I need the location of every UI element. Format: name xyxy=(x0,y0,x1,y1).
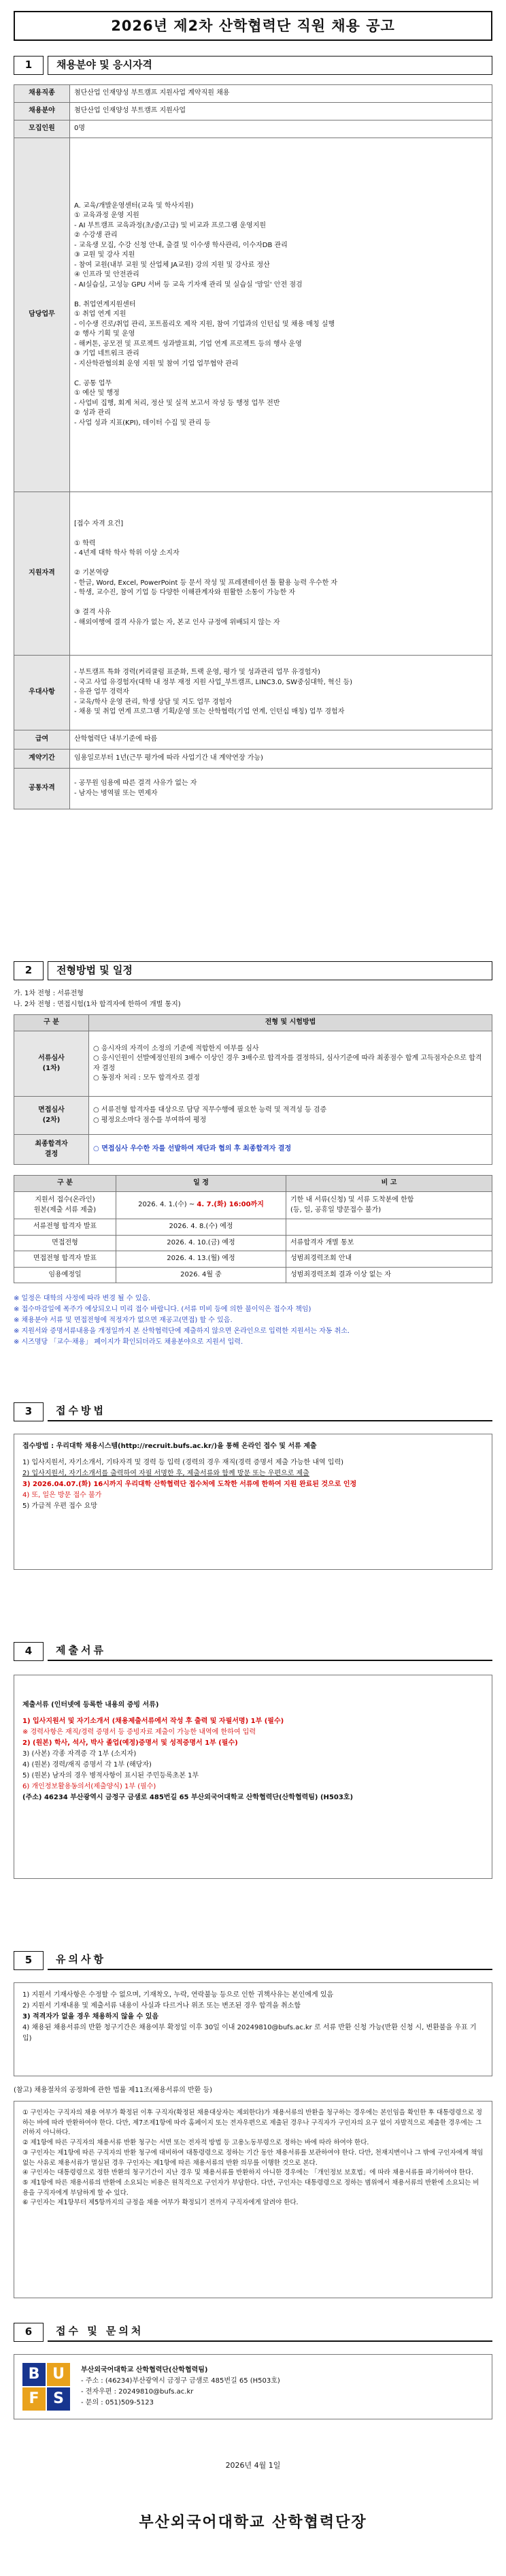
method-line: 1) 입사지원서, 자기소개서, 기타자격 및 경력 등 입력 (경력의 경우 재직(경력 증명서 제출 가능한 내역 입력) xyxy=(22,1459,344,1466)
schedule-note: 기한 내 서류(신청) 및 서류 도착분에 한함 (등, 일, 공휴일 방문접수 불가) xyxy=(286,1192,492,1219)
row-value: 첨단산업 인재양성 부트캠프 지원사업 xyxy=(70,103,492,120)
table-row xyxy=(14,1135,492,1165)
row-label: 급여 xyxy=(14,730,70,750)
table-row xyxy=(14,85,492,103)
method-line: 3) 2026.04.07.(화) 16시까지 우리대학 산학협력단 접수처에 도착한 서류에 한하여 지원 완료된 것으로 인정 xyxy=(22,1481,357,1488)
document-line: ※ 경력사항은 재직/경력 증명서 등 증빙자료 제출이 가능한 내역에 한하여 입력 xyxy=(22,1728,256,1736)
row-value: [접수 자격 요건] ① 학력 - 4년제 대학 학사 학위 이상 소지자 ② 기본역량 - 한글, Word, Excel, PowerPoint 등 문서 작성 및 프레젠테이션 툴 활용 능력 우수한 자 - 학생, 교수진, 참여 기업 등 다양한 이해관계자와 원활한 소통이 가능한 자 ③ 결격 사유 - 해외여행에 결격 사유가 없는 자, 본교 인사 규정에 위배되지 않는 자 xyxy=(70,492,492,656)
logo-letter: S xyxy=(47,2387,70,2411)
row-label: 서류심사 (1차) xyxy=(14,1031,89,1097)
law-notice-box: ① 구인자는 구직자의 채용 여부가 확정된 이후 구직자(확정된 채용대상자는 제외한다)가 채용서류의 반환을 청구하는 경우에는 본인임을 확인한 후 대통령령으로 정하는 바에 따라 반환하여야 한다. 다만, 제7조제1항에 따라 홈페이지 또는 전자우편으로 제출된 경우나 구직자가 구인자의 요구 없이 자발적으로 제출한 경우에는 그러하지 아니하다. ② 제1항에 따른 구직자의 채용서류 반환 청구는 서면 또는 전자적 방법 등 고용노동부령으로 정하는 바에 따라 하여야 한다. ③ 구인자는 제1항에 따른 구직자의 반환 청구에 대비하여 대통령령으로 정하는 기간 동안 채용서류를 보관하여야 한다. 다만, 천재지변이나 그 밖에 구인자에게 책임 없는 사유로 채용서류가 멸실된 경우 구인자는 제1항에 따른 채용서류의 반환 의무를 이행한 것으로 본다. ④ 구인자는 대통령령으로 정한 반환의 청구기간이 지난 경우 및 채용서류를 반환하지 아니한 경우에는 「개인정보 보호법」에 따라 채용서류를 파기하여야 한다. ⑤ 제1항에 따른 채용서류의 반환에 소요되는 비용은 원칙적으로 구인자가 부담한다. 다만, 구인자는 대통령령으로 정하는 범위에서 채용서류의 반환에 소요되는 비용을 구직자에게 부담하게 할 수 있다. ⑥ 구인자는 제1항부터 제5항까지의 규정을 채용 여부가 확정되기 전까지 구직자에게 알려야 한다. xyxy=(14,2101,492,2298)
section-title: 접수 및 문의처 xyxy=(48,2323,492,2342)
method-line: 4) 또, 일은 방문 접수 불가 xyxy=(22,1492,102,1499)
section-4-header xyxy=(14,1642,492,1661)
precaution-line: 1) 지원서 기재사항은 수정할 수 없으며, 기재착오, 누락, 연락불능 등으로 인한 귀책사유는 본인에게 있음 xyxy=(22,1991,334,1999)
schedule-item: 면접전형 합격자 발표 xyxy=(14,1251,116,1268)
row-label: 지원자격 xyxy=(14,492,70,656)
column-header: 전형 및 시험방법 xyxy=(89,1015,492,1031)
step-2-text: 나. 2차 전형 : 면접시험(1차 합격자에 한하여 개별 통지) xyxy=(14,1001,181,1008)
logo-letter: F xyxy=(22,2387,46,2411)
table-row xyxy=(14,1251,492,1268)
row-value: ○ 응시자의 자격이 소정의 기준에 적합한지 여부를 심사 ○ 응시인원이 선발예정인원의 3배수 이상인 경우 3배수로 합격자를 결정하되, 심사기준에 따라 최종점수 합계 고득점자순으로 합격자 결정 ○ 동점자 처리 : 모두 합격자로 결정 xyxy=(89,1031,492,1097)
schedule-item: 임용예정일 xyxy=(14,1267,116,1283)
selection-intro xyxy=(14,988,492,1010)
row-label: 공통자격 xyxy=(14,769,70,809)
note-line: ※ 채용분야 서류 및 면접전형에 적정자가 없으면 재공고(면접) 할 수 있음. xyxy=(14,1317,233,1324)
column-header: 구 분 xyxy=(14,1015,89,1031)
precaution-line: 3) 적격자가 없을 경우 채용하지 않을 수 있음 xyxy=(22,2013,159,2020)
section-number: 5 xyxy=(14,1951,44,1970)
contact-info xyxy=(81,2365,280,2409)
table-row xyxy=(14,1267,492,1283)
document-line: 5) (원본) 남자의 경우 병적사항이 표시된 주민등록초본 1부 xyxy=(22,1772,199,1780)
schedule-item: 서류전형 합격자 발표 xyxy=(14,1219,116,1236)
precaution-line: 2) 지원서 기재내용 및 제출서류 내용이 사실과 다르거나 위조 또는 변조된 경우 합격을 취소함 xyxy=(22,2002,301,2010)
row-value: 0명 xyxy=(70,120,492,138)
table-row xyxy=(14,1097,492,1135)
bufs-logo xyxy=(22,2363,70,2411)
qualification-table xyxy=(14,84,492,809)
table-row xyxy=(14,769,492,809)
document-line: (주소) 46234 부산광역시 금정구 금샘로 485번길 65 부산외국어대학교 산학협력단(산학협력팀) (H503호) xyxy=(22,1794,354,1801)
column-header: 비 고 xyxy=(286,1176,492,1192)
section-number: 1 xyxy=(14,56,44,75)
note-line: ※ 시즈명당 「교수·채용」 폐이지가 확인되더라도 채용분야으로 지원서 입력. xyxy=(14,1338,243,1346)
row-value: - 공무원 임용에 따른 결격 사유가 없는 자 - 남자는 병역필 또는 면제자 xyxy=(70,769,492,809)
row-label: 모집인원 xyxy=(14,120,70,138)
table-row xyxy=(14,730,492,750)
section-number: 3 xyxy=(14,1402,44,1421)
section-title: 접수방법 xyxy=(48,1402,492,1421)
row-label: 우대사항 xyxy=(14,656,70,730)
notice-date: 2026년 4월 1일 xyxy=(225,2461,281,2470)
section-number: 4 xyxy=(14,1642,44,1661)
precautions-box xyxy=(14,1982,492,2076)
contact-org: 부산외국어대학교 산학협력단(산학협력팀) xyxy=(81,2366,208,2374)
schedule-note: 성범죄경력조회 안내 xyxy=(286,1251,492,1268)
row-label: 면접심사 (2차) xyxy=(14,1097,89,1135)
note-line: ※ 지원서와 증명서류내용을 개정일까지 본 산학협력단에 제출하지 않으면 온라인으로 입력한 지원서는 자동 취소. xyxy=(14,1327,350,1335)
method-intro: 접수방법 : 우리대학 채용시스템(http://recruit.bufs.ac.kr/)을 통해 온라인 접수 및 서류 제출 xyxy=(22,1443,317,1450)
table-row xyxy=(14,1219,492,1236)
section-1-header xyxy=(14,56,492,75)
table-header-row xyxy=(14,1015,492,1031)
schedule-item: 면접전형 xyxy=(14,1235,116,1251)
document-line: 3) (사본) 각종 자격증 각 1부 (소지자) xyxy=(22,1750,137,1758)
precaution-line: 4) 채용된 채용서류의 반환 청구기간은 채용여부 확정일 이후 30일 이내 20249810@bufs.ac.kr 로 서류 반환 신청 가능(반환 신청 시, 변환불을 우표 기입) xyxy=(22,2024,477,2042)
section-title: 채용분야 및 응시자격 xyxy=(48,56,492,75)
row-label: 계약기간 xyxy=(14,750,70,769)
schedule-date: 2026. 4. 10.(금) 예정 xyxy=(116,1235,286,1251)
column-header: 구 분 xyxy=(14,1176,116,1192)
schedule-notes xyxy=(14,1293,492,1348)
step-1-text: 가. 1차 전형 : 서류전형 xyxy=(14,990,84,997)
row-label: 최종합격자 결정 xyxy=(14,1135,89,1165)
section-title: 전형방법 및 일정 xyxy=(48,961,492,980)
contact-address: - 주소 : (46234)부산광역시 금정구 금샘로 485번길 65 (H503호) xyxy=(81,2377,280,2385)
row-value: 산학협력단 내부기준에 따름 xyxy=(70,730,492,750)
row-label: 채용직종 xyxy=(14,85,70,103)
table-row xyxy=(14,492,492,656)
section-number: 6 xyxy=(14,2323,44,2342)
documents-intro: 제출서류 (인터넷에 등록한 내용의 증빙 서류) xyxy=(22,1701,159,1709)
notice-title: (참고) 채용절차의 공정화에 관한 법률 제11조(채용서류의 반환 등) xyxy=(14,2087,213,2094)
page-title: 2026년 제2차 산학협력단 직원 채용 공고 xyxy=(14,11,492,41)
schedule-note: 성범죄경력조회 결과 이상 없는 자 xyxy=(286,1267,492,1283)
document-line: 4) (원본) 경력/재직 증명서 각 1부 (해당자) xyxy=(22,1761,152,1769)
row-label: 담당업무 xyxy=(14,138,70,492)
table-row xyxy=(14,120,492,138)
contact-phone: - 문의 : 051)509-5123 xyxy=(81,2399,154,2406)
note-line: ※ 접수마감일에 폭주가 예상되오니 미리 접수 바랍니다. (서류 미비 등에 의한 불이익은 접수자 책임) xyxy=(14,1306,311,1313)
document-line: 6) 개인정보활용동의서(제출양식) 1부 (필수) xyxy=(22,1783,156,1790)
section-3-header xyxy=(14,1402,492,1421)
table-header-row xyxy=(14,1176,492,1192)
row-label: 채용분야 xyxy=(14,103,70,120)
section-6-header xyxy=(14,2323,492,2342)
table-row xyxy=(14,656,492,730)
note-line: ※ 일정은 대학의 사정에 따라 변경 될 수 있음. xyxy=(14,1295,151,1302)
row-value: 첨단산업 인재양성 부트캠프 지원사업 계약직원 채용 xyxy=(70,85,492,103)
table-row xyxy=(14,1192,492,1219)
section-title: 유의사항 xyxy=(48,1951,492,1970)
method-line: 5) 가급적 우편 접수 요망 xyxy=(22,1502,97,1510)
schedule-table xyxy=(14,1175,492,1283)
row-value: - 부트캠프 특화 경력(커리큘럼 표준화, 트랙 운영, 평가 및 성과관리 업무 유경험자) - 국고 사업 유경험자(대학 내 정부 재정 지원 사업_부트캠프, LINC3.0, SW중심대학, 혁신 등) - 유관 업무 경력자 - 교육/학사 운영 관리, 학생 상담 및 지도 업무 경험자 - 채용 및 취업 연계 프로그램 기획/운영 또는 산학협력(기업 연계, 인턴십 매칭) 업무 경험자 xyxy=(70,656,492,730)
row-value: A. 교육/개발운영센터(교육 및 학사지원) ① 교육과정 운영 지원 - AI 부트캠프 교육과정(초/중/고급) 및 비교과 프로그램 운영지원 ② 수강생 관리 - 교육생 모집, 수강 신청 안내, 출결 및 이수생 학사관리, 이수자DB 관리 ③ 교원 및 강사 지원 - 참여 교원(내부 교원 및 산업체 JA교원) 강의 지원 및 강사료 정산 ④ 인프라 및 안전관리 - AI실습실, 고성능 GPU 서버 등 교육 기자재 관리 및 실습실 '맘일' 안전 점검 B. 취업연계지원센터 ① 취업 연계 지원 - 이수생 진로/취업 관리, 포트폴리오 제작 지원, 참여 기업과의 인턴십 및 채용 매칭 실행 ② 행사 기획 및 운영 - 해커톤, 공모전 및 프로젝트 성과발표회, 기업 연계 프로젝트 등의 행사 운영 ③ 기업 네트워크 관리 - 지산학관협의회 운영 지원 및 참여 기업 업무협약 관리 C. 공통 업무 ① 예산 및 행정 - 사업비 집행, 회계 처리, 정산 및 실적 보고서 작성 등 행정 업무 전반 ② 성과 관리 - 사업 성과 지표(KPI), 데이터 수집 및 관리 등 xyxy=(70,138,492,492)
section-2-header xyxy=(14,961,492,980)
table-row xyxy=(14,1031,492,1097)
row-value: 임용일로부터 1년(근무 평가에 따라 사업기간 내 계약연장 가능) xyxy=(70,750,492,769)
section-title: 제출서류 xyxy=(48,1642,492,1661)
schedule-date xyxy=(116,1192,286,1219)
method-table xyxy=(14,1014,492,1165)
table-row xyxy=(14,103,492,120)
documents-box xyxy=(14,1675,492,1879)
column-header: 일 정 xyxy=(116,1176,286,1192)
date-deadline: 4. 7.(화) 16:00까지 xyxy=(197,1201,264,1209)
logo-letter: B xyxy=(22,2363,46,2386)
contact-email[interactable]: - 전자우편 : 20249810@bufs.ac.kr xyxy=(81,2388,194,2396)
document-line: 1) 입사지원서 및 자기소개서 (채용제출서류에서 작성 후 출력 및 자필서명) 1부 (필수) xyxy=(22,1718,284,1725)
table-row xyxy=(14,1235,492,1251)
section-number: 2 xyxy=(14,961,44,980)
method-line: 2) 입사지원서, 자기소개서를 출력하여 자필 서명한 후, 제출서류와 함께 방문 또는 우편으로 제출 xyxy=(22,1470,309,1477)
row-value: ○ 면접심사 우수한 자를 선발하여 재단과 협의 후 최종합격자 결정 xyxy=(89,1135,492,1165)
section-5-header xyxy=(14,1951,492,1970)
schedule-date: 2026. 4월 중 xyxy=(116,1267,286,1283)
schedule-note xyxy=(286,1219,492,1236)
schedule-note: 서류합격자 개별 통보 xyxy=(286,1235,492,1251)
date-start: 2026. 4. 1.(수) ~ xyxy=(138,1201,197,1209)
table-row xyxy=(14,138,492,492)
schedule-date: 2026. 4. 8.(수) 예정 xyxy=(116,1219,286,1236)
application-method-box xyxy=(14,1434,492,1570)
logo-letter: U xyxy=(47,2363,70,2386)
issuer-name: 부산외국어대학교 산학협력단장 xyxy=(139,2514,367,2531)
row-value: ○ 서류전형 합격자를 대상으로 담당 직무수행에 필요한 능력 및 적격성 등 검증 ○ 평정요소마다 점수를 부여하여 평정 xyxy=(89,1097,492,1135)
schedule-item: 지원서 접수(온라인) 원본(제출 서류 제출) xyxy=(14,1192,116,1219)
schedule-date: 2026. 4. 13.(월) 예정 xyxy=(116,1251,286,1268)
table-row xyxy=(14,750,492,769)
document-line: 2) (원본) 학사, 석사, 박사 졸업(예정)증명서 및 성적증명서 1부 (필수) xyxy=(22,1739,238,1747)
contact-box xyxy=(14,2354,492,2419)
